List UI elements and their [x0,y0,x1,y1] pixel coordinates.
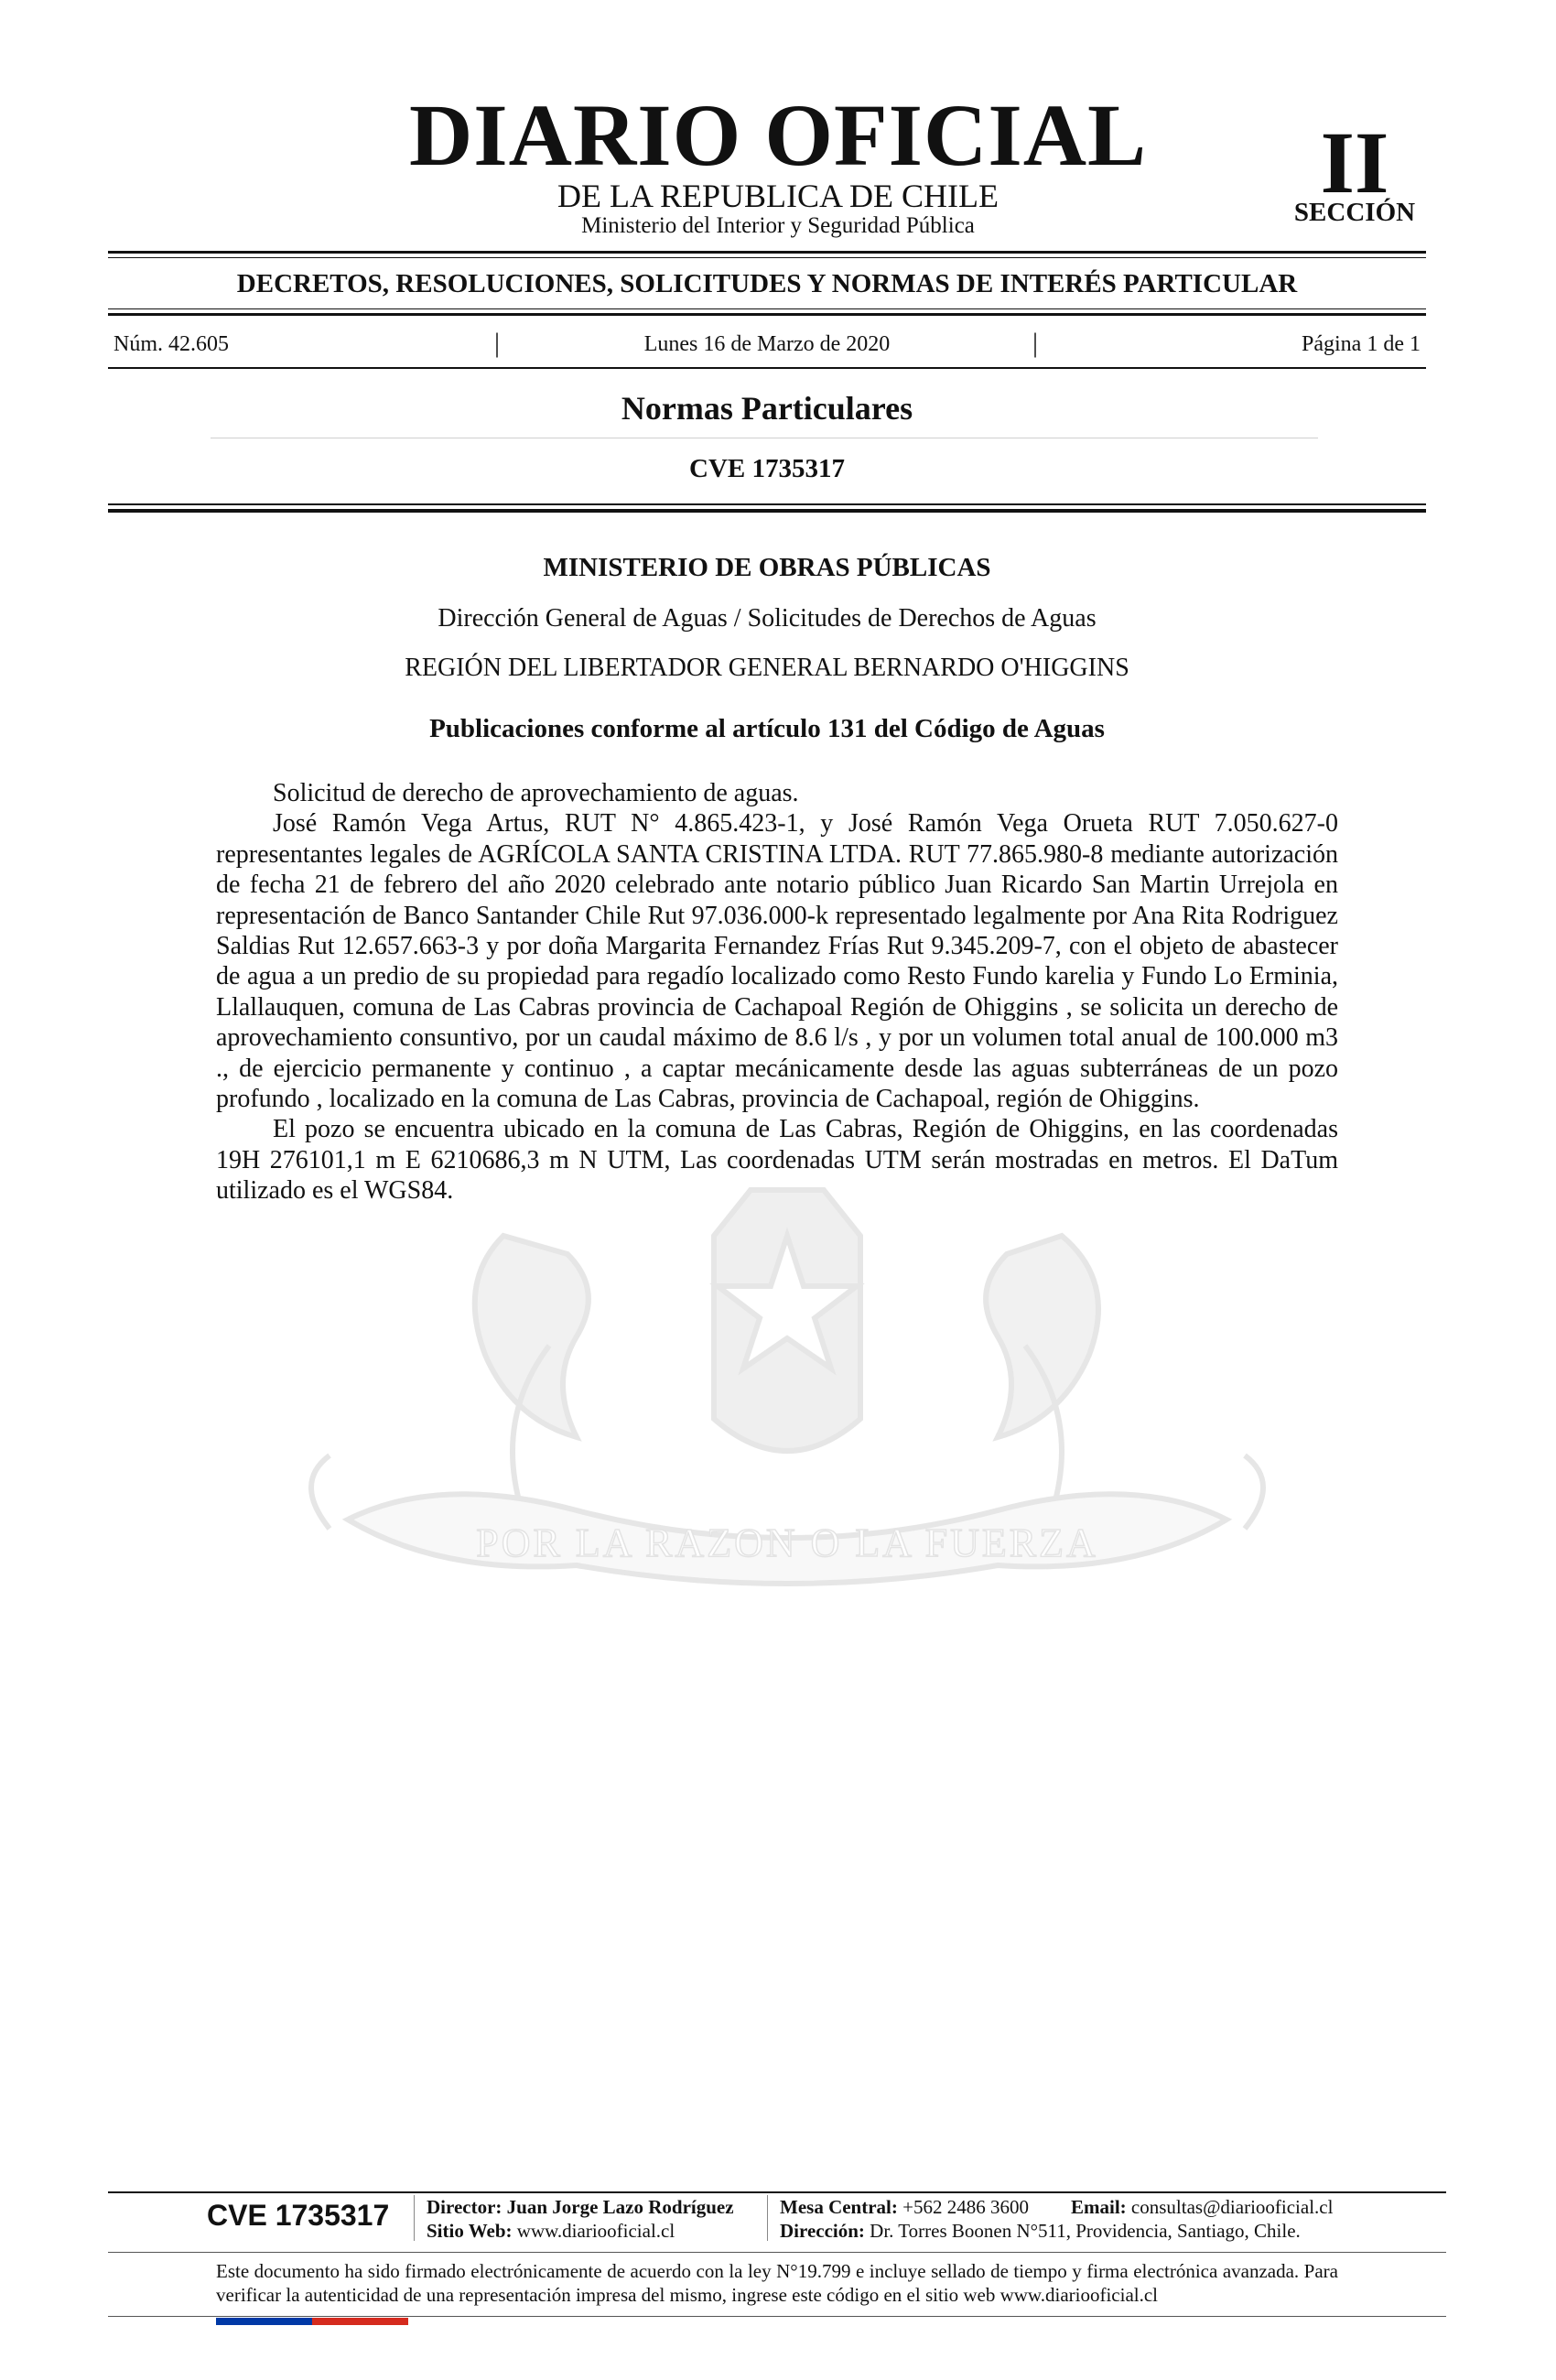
document-cve: CVE 1735317 [689,454,845,483]
email-link[interactable]: consultas@diariooficial.cl [1130,2196,1334,2218]
issue-number: Núm. 42.605 [113,332,229,356]
info-separator: | [1032,328,1039,358]
document-category: Normas Particulares [621,390,913,427]
phone-label: Mesa Central: [780,2196,898,2218]
issue-date: Lunes 16 de Marzo de 2020 [643,332,891,356]
footer-separator [414,2195,415,2241]
footer-email [1071,2195,1333,2219]
masthead-ministry: Ministerio del Interior y Seguridad Pública [581,213,975,238]
info-rule [108,367,1426,369]
body-paragraph: El pozo se encuentra ubicado en la comuna de Las Cabras, Región de Ohiggins, en las coordenadas 19H 276101,1 m E 6210686,3 m N UTM, Las coordenadas UTM serán mostradas en metros. El DaTum utilizado es el WGS84. [216,1115,1338,1206]
body-paragraph: Solicitud de derecho de aprovechamiento de aguas. [273,779,799,807]
flag-color-bar [216,2318,408,2325]
footer-rule [108,2191,1446,2193]
header-rule [108,313,1426,316]
header-rule [108,257,1426,258]
info-separator: | [494,328,501,358]
footer-website [427,2219,675,2243]
ministry-heading: MINISTERIO DE OBRAS PÚBLICAS [543,553,991,582]
header-rule [108,308,1426,309]
footer-phone [780,2195,1029,2219]
director-value: Juan Jorge Lazo Rodríguez [506,2196,734,2218]
footer-director [427,2195,734,2219]
document-body [216,778,1338,1206]
section-number: II [1320,114,1389,211]
flag-segment [265,2318,313,2325]
address-label: Dirección: [780,2220,865,2242]
watermark-motto: POR LA RAZON O LA FUERZA [476,1520,1098,1565]
header-band: DECRETOS, RESOLUCIONES, SOLICITUDES Y NORMAS DE INTERÉS PARTICULAR [236,269,1298,298]
footer-rule [108,2316,1446,2317]
flag-segment [216,2318,265,2325]
address-value: Dr. Torres Boonen N°511, Providencia, Santiago, Chile. [870,2220,1301,2242]
footer-cve: CVE 1735317 [207,2199,390,2232]
footer-address [780,2219,1301,2243]
section-label: SECCIÓN [1293,198,1416,227]
flag-segment [312,2318,361,2325]
publication-title: Publicaciones conforme al artículo 131 del Código de Aguas [429,714,1105,743]
divider [108,509,1426,513]
director-label: Director: [427,2196,502,2218]
header-rule [108,251,1426,254]
website-link[interactable]: www.diariooficial.cl [516,2220,675,2242]
coat-of-arms-watermark [275,1181,1300,1666]
email-label: Email: [1071,2196,1127,2218]
divider [108,503,1426,505]
masthead-title: DIARIO OFICIAL [408,86,1148,184]
region-heading: REGIÓN DEL LIBERTADOR GENERAL BERNARDO O'HIGGINS [405,654,1129,682]
footer-separator [767,2195,768,2241]
masthead-subtitle: DE LA REPUBLICA DE CHILE [557,178,999,214]
footer-rule [108,2252,1446,2253]
legal-notice: Este documento ha sido firmado electrónicamente de acuerdo con la ley N°19.799 e incluye sellado de tiempo y firma electrónica avanzada. Para verificar la autenticidad de una representación impresa del mismo, ingrese este código en el sitio web www.diariooficial.cl [216,2260,1338,2306]
page-indicator: Página 1 de 1 [1302,332,1421,356]
directorate-heading: Dirección General de Aguas / Solicitudes de Derechos de Aguas [438,604,1097,633]
flag-segment [361,2318,409,2325]
phone-value: +562 2486 3600 [902,2196,1029,2218]
website-label: Sitio Web: [427,2220,513,2242]
body-paragraph: José Ramón Vega Artus, RUT N° 4.865.423-1, y José Ramón Vega Orueta RUT 7.050.627-0 representantes legales de AGRÍCOLA SANTA CRISTINA LTDA. RUT 77.865.980-8 mediante autorización de fecha 21 de febrero del año 2020 celebrado ante notario público Juan Ricardo San Martin Urrejola en representación de Banco Santander Chile Rut 97.036.000-k representado legalmente por Ana Rita Rodriguez Saldias Rut 12.657.663-3 y por doña Margarita Fernandez Frías Rut 9.345.209-7, con el objeto de abastecer de agua a un predio de su propiedad para regadío localizado como Resto Fundo karelia y Fundo Lo Erminia, Llallauquen, comuna de Las Cabras provincia de Cachapoal Región de Ohiggins , se solicita un derecho de aprovechamiento consuntivo, por un caudal máximo de 8.6 l/s , y por un volumen total anual de 100.000 m3 ., de ejercicio permanente y continuo , a captar mecánicamente desde las aguas subterráneas de un pozo profundo , localizado en la comuna de Las Cabras, provincia de Cachapoal, región de Ohiggins. [216,809,1338,1114]
